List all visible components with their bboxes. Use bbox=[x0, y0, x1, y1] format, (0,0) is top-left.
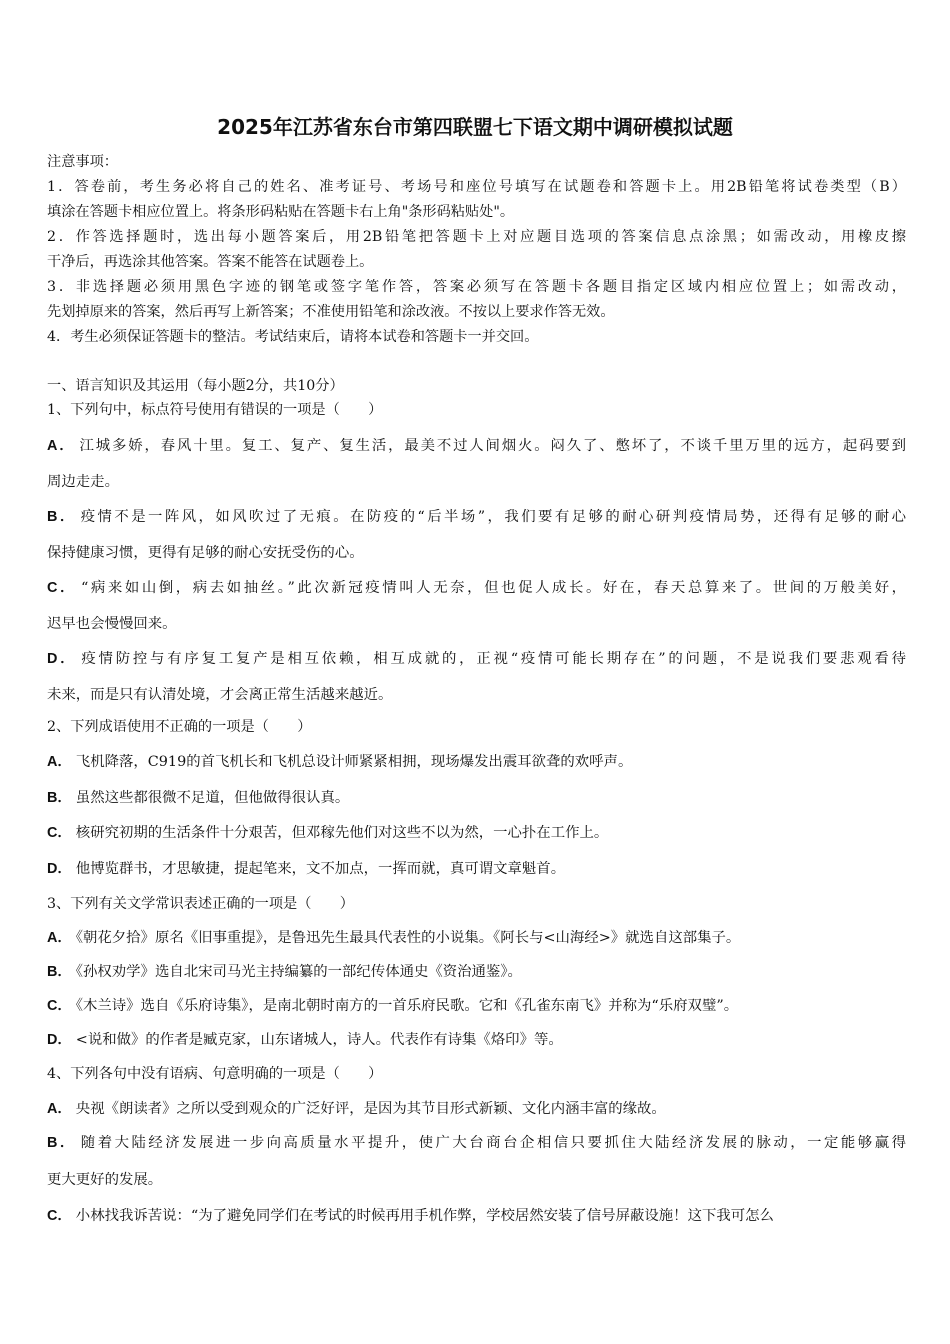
section-heading: 一、语言知识及其运用（每小题2分，共10分） bbox=[47, 378, 344, 394]
option-letter: C． bbox=[47, 1208, 72, 1224]
option-text: <说和做》的作者是臧克家，山东诸城人，诗人。代表作有诗集《烙印》等。 bbox=[75, 1032, 563, 1048]
question-stem: 1、下列句中，标点符号使用有错误的一项是（ ） bbox=[47, 402, 383, 418]
option-line bbox=[47, 963, 906, 981]
question-stem: 3、下列有关文学常识表述正确的一项是（ ） bbox=[47, 896, 354, 912]
page-title: 2025年江苏省东台市第四联盟七下语文期中调研模拟试题 bbox=[217, 115, 733, 139]
option-line bbox=[47, 860, 906, 878]
option-line bbox=[47, 1100, 906, 1118]
option-line bbox=[47, 508, 906, 526]
option-letter: D． bbox=[47, 651, 78, 667]
option-text: 他博览群书，才思敏捷，提起笔来，文不加点，一挥而就，真可谓文章魁首。 bbox=[75, 861, 566, 877]
option-line bbox=[47, 824, 906, 842]
option-line bbox=[47, 1031, 906, 1049]
option-text: 虽然这些都很微不足道，但他做得很认真。 bbox=[75, 790, 350, 806]
notice-line: 3．非选择题必须用黑色字迹的钢笔或签字笔作答，答案必须写在答题卡各题目指定区域内相应位置上；如需改动， bbox=[47, 279, 906, 295]
option-letter: A． bbox=[47, 930, 72, 946]
option-text: 疫情防控与有序复工复产是相互依赖，相互成就的，正视“疫情可能长期存在”的问题，不是说我们要悲观看待 bbox=[81, 651, 906, 667]
option-line bbox=[47, 1207, 906, 1225]
notice-line: 4．考生必须保证答题卡的整洁。考试结束后，请将本试卷和答题卡一并交回。 bbox=[47, 329, 539, 345]
notice-line: 干净后，再选涂其他答案。答案不能答在试题卷上。 bbox=[47, 254, 374, 270]
option-text: 《孙权劝学》选自北宋司马光主持编纂的一部纪传体通史《资治通鉴》。 bbox=[75, 964, 522, 980]
option-line bbox=[47, 437, 906, 455]
option-line: 更大更好的发展。 bbox=[47, 1172, 163, 1188]
option-text: “病来如山倒，病去如抽丝。”此次新冠疫情叫人无奈，但也促人成长。好在，春天总算来了。世间的万般美好， bbox=[80, 580, 906, 596]
option-letter: A． bbox=[47, 1101, 72, 1117]
option-text: 核研究初期的生活条件十分艰苦，但邓稼先他们对这些不以为然，一心扑在工作上。 bbox=[75, 825, 609, 841]
option-line bbox=[47, 1134, 906, 1152]
option-letter: D． bbox=[47, 1032, 72, 1048]
option-text: 江城多娇，春风十里。复工、复产、复生活，最美不过人间烟火。闷久了、憋坏了，不谈千里万里的远方，起码要到 bbox=[79, 438, 906, 454]
option-line bbox=[47, 650, 906, 668]
option-line: 保持健康习惯，更得有足够的耐心安抚受伤的心。 bbox=[47, 545, 364, 561]
question-stem: 4、下列各句中没有语病、句意明确的一项是（ ） bbox=[47, 1066, 383, 1082]
option-text: 《朝花夕拾》原名《旧事重提》，是鲁迅先生最具代表性的小说集。《阿长与<山海经>》就选自这部集子。 bbox=[75, 930, 741, 946]
option-line bbox=[47, 579, 906, 597]
option-letter: A． bbox=[47, 438, 76, 454]
option-text: 随着大陆经济发展进一步向高质量水平提升，使广大台商台企相信只要抓住大陆经济发展的脉动，一定能够赢得 bbox=[80, 1135, 906, 1151]
notice-heading: 注意事项： bbox=[47, 154, 118, 170]
option-line bbox=[47, 753, 906, 771]
option-line: 周边走走。 bbox=[47, 474, 119, 490]
option-text: 飞机降落，C919的首飞机长和飞机总设计师紧紧相拥，现场爆发出震耳欲聋的欢呼声。 bbox=[75, 754, 633, 770]
option-text: 央视《朗读者》之所以受到观众的广泛好评，是因为其节目形式新颖、文化内涵丰富的缘故。 bbox=[75, 1101, 666, 1117]
option-line bbox=[47, 789, 906, 807]
notice-line: 填涂在答题卡相应位置上。将条形码粘贴在答题卡右上角"条形码粘贴处"。 bbox=[47, 204, 515, 220]
option-line bbox=[47, 997, 906, 1015]
option-letter: B． bbox=[47, 1135, 77, 1151]
option-letter: C． bbox=[47, 580, 77, 596]
option-letter: B． bbox=[47, 790, 72, 806]
notice-line: 先划掉原来的答案，然后再写上新答案；不准使用铅笔和涂改液。不按以上要求作答无效。 bbox=[47, 304, 615, 320]
question-stem: 2、下列成语使用不正确的一项是（ ） bbox=[47, 719, 312, 735]
option-text: 疫情不是一阵风，如风吹过了无痕。在防疫的“后半场”，我们要有足够的耐心研判疫情局势，还得有足够的耐心 bbox=[80, 509, 906, 525]
option-text: 小林找我诉苦说：“为了避免同学们在考试的时候再用手机作弊，学校居然安装了信号屏蔽设施！这下我可怎么 bbox=[75, 1208, 774, 1224]
option-line: 未来，而是只有认清处境，才会离正常生活越来越近。 bbox=[47, 687, 393, 703]
option-letter: B． bbox=[47, 964, 72, 980]
option-letter: A． bbox=[47, 754, 72, 770]
option-line bbox=[47, 929, 906, 947]
option-line: 迟早也会慢慢回来。 bbox=[47, 616, 177, 632]
option-letter: D． bbox=[47, 861, 72, 877]
option-letter: C． bbox=[47, 998, 72, 1014]
notice-line: 1．答卷前，考生务必将自己的姓名、准考证号、考场号和座位号填写在试题卷和答题卡上。用2B铅笔将试卷类型（B） bbox=[47, 179, 906, 195]
option-letter: C． bbox=[47, 825, 72, 841]
option-letter: B． bbox=[47, 509, 77, 525]
notice-line: 2．作答选择题时，选出每小题答案后，用2B铅笔把答题卡上对应题目选项的答案信息点涂黑；如需改动，用橡皮擦 bbox=[47, 229, 906, 245]
option-text: 《木兰诗》选自《乐府诗集》，是南北朝时南方的一首乐府民歌。它和《孔雀东南飞》并称为“乐府双璧”。 bbox=[75, 998, 739, 1014]
